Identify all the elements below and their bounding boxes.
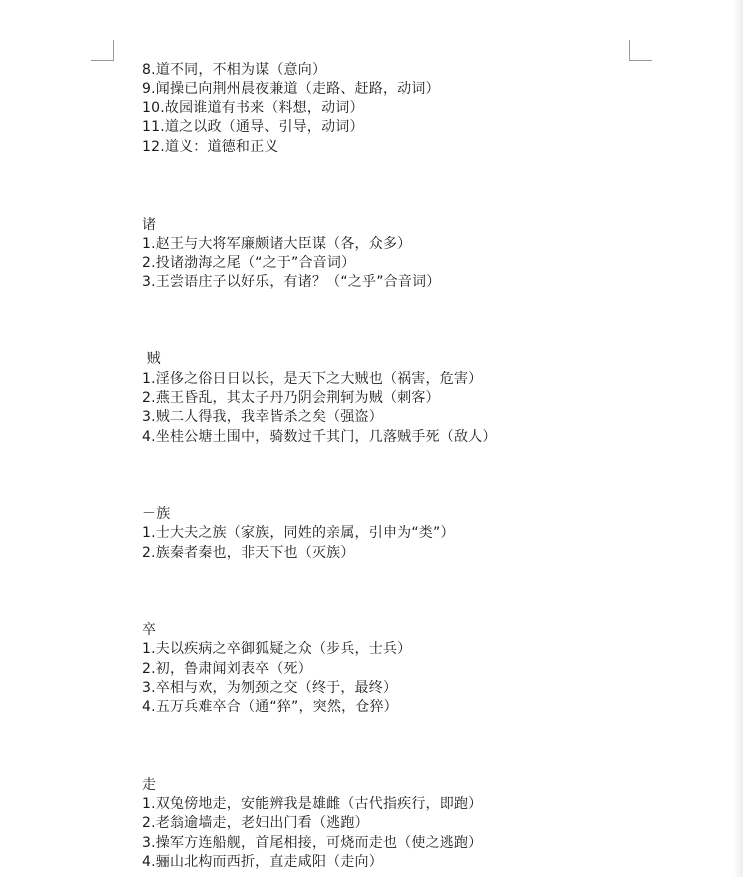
list-item: 4.骊山北构而西折，直走咸阳（走向） [142,854,383,870]
list-item: 2.投诸渤海之尾（“之于”合音词） [142,255,356,271]
section-heading: 诸 [142,217,157,233]
list-item: 2.族秦者秦也，非天下也（灭族） [142,545,355,561]
list-item: 9.闻操已向荆州晨夜兼道（走路、赶路，动词） [142,81,440,97]
section-heading: 走 [142,777,157,793]
list-item: 1.夫以疾病之卒御狐疑之众（步兵，士兵） [142,641,412,657]
top-left-margin-mark [91,40,114,61]
page-edge-shadow [733,0,743,877]
list-item: 1.双兔傍地走，安能辨我是雄雌（古代指疾行，即跑） [142,796,483,812]
list-item: 11.道之以政（通导、引导，动词） [142,119,364,135]
section-heading: －族 [142,506,171,522]
list-item: 3.贼二人得我，我幸皆杀之矣（强盗） [142,409,383,425]
top-right-margin-mark [629,40,652,61]
list-item: 4.五万兵难卒合（通“猝”，突然，仓猝） [142,699,398,715]
list-item: 2.老翁逾墙走，老妇出门看（逃跑） [142,815,369,831]
list-item: 12.道义：道德和正义 [142,139,279,155]
section-heading: 贼 [142,351,161,367]
list-item: 4.坐桂公塘土围中，骑数过千其门，几落贼手死（敌人） [142,429,497,445]
list-item: 3.王尝语庄子以好乐，有诸？（“之乎”合音词） [142,274,441,290]
list-item: 1.淫侈之俗日日以长，是天下之大贼也（祸害，危害） [142,371,483,387]
list-item: 2.燕王昏乱，其太子丹乃阴会荆轲为贼（刺客） [142,390,440,406]
list-item: 2.初，鲁肃闻刘表卒（死） [142,661,312,677]
section-heading: 卒 [142,622,157,638]
list-item: 8.道不同，不相为谋（意向） [142,62,327,78]
list-item: 1.赵王与大将军廉颇诸大臣谋（各，众多） [142,236,412,252]
list-item: 3.操军方连船舰，首尾相接，可烧而走也（使之逃跑） [142,835,483,851]
list-item: 1.士大夫之族（家族，同姓的亲属，引申为“类”） [142,525,455,541]
list-item: 3.卒相与欢，为刎颈之交（终于，最终） [142,680,398,696]
list-item: 10.故园谁道有书来（料想，动词） [142,100,364,116]
